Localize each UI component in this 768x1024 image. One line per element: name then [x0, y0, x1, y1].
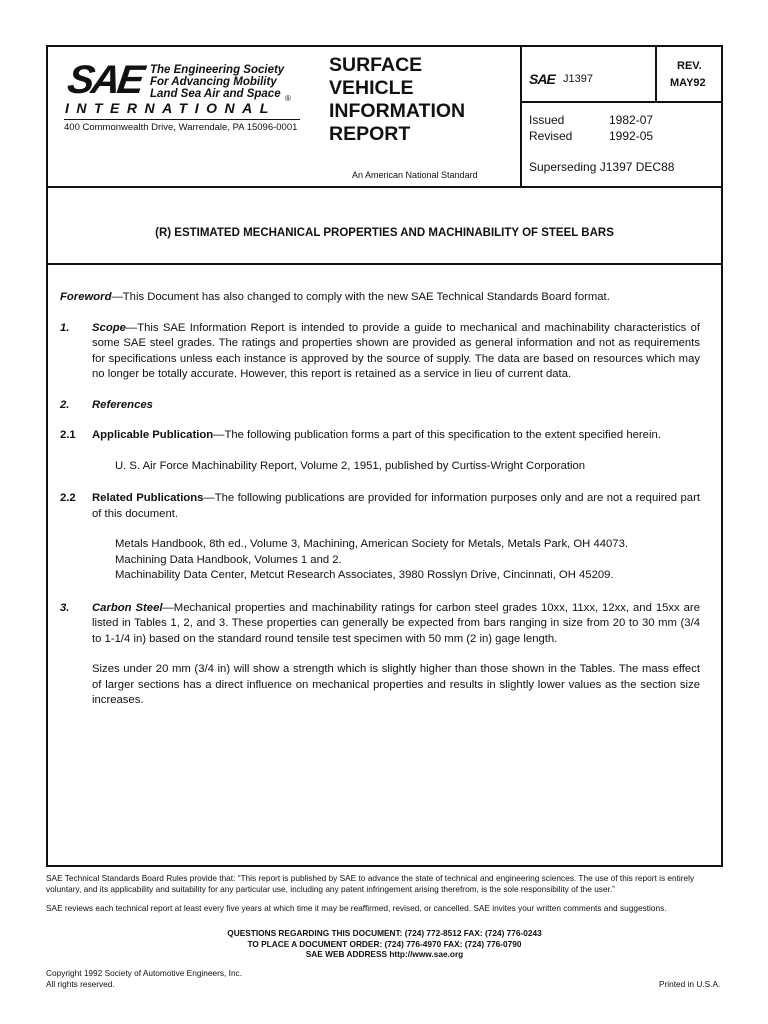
copyright-line-2: All rights reserved.: [46, 978, 115, 989]
tagline-line-3: Land Sea Air and Space: [150, 88, 281, 100]
printed-in: Printed in U.S.A.: [659, 979, 721, 989]
header-divider-right: [655, 45, 657, 102]
section-2-1-label: Applicable Publication: [92, 429, 214, 441]
address: 400 Commonwealth Drive, Warrendale, PA 15096-0001: [64, 122, 298, 133]
header-divider-left: [520, 45, 522, 187]
tagline-line-2: For Advancing Mobility: [150, 76, 277, 88]
reference-item: Machinability Data Center, Metcut Research Associates, 3980 Rosslyn Drive, Cincinnati, OH 45209.: [115, 569, 614, 581]
section-2-references: [60, 398, 700, 414]
issue-dates: [529, 112, 653, 144]
section-1-text: —This SAE Information Report is intended to provide a guide to mechanical and machinability characteristics of some SAE steel grades. The ratings and properties shown are provided as general information and not as requirements for specifications unless each instance is approved by the source of supply. The data are based on resources which may no longer be totally accurate. However, this report is retained as a service in lieu of current data.: [92, 321, 700, 380]
header-divider-mid: [520, 101, 723, 103]
copyright-line-1: Copyright 1992 Society of Automotive Engineers, Inc.: [46, 968, 243, 978]
footer-contact: [46, 928, 723, 960]
standard-note: An American National Standard: [352, 170, 478, 180]
title-bottom-rule: [46, 263, 723, 265]
doc-type-line-2: VEHICLE: [329, 77, 414, 99]
reference-item: Metals Handbook, 8th ed., Volume 3, Machining, American Society for Metals, Metals Park, OH 44073.: [115, 538, 629, 550]
logo-tagline: [150, 64, 284, 100]
section-3-text: —Mechanical properties and machinability ratings for carbon steel grades 10xx, 11xx, 12xx, and 15xx are listed in Tables 1, 2, and 3. These properties can generally be expected from bars ranging in size from 20 to 30 mm (3/4 to 1-1/4 in) based on the standard round tensile test specimen with 50 mm (2 in) gage length.: [92, 601, 700, 645]
issued-value: 1982-07: [609, 113, 654, 127]
international-wordmark: INTERNATIONAL: [65, 100, 276, 116]
rev-value: MAY92: [670, 77, 706, 89]
foreword-paragraph: [60, 290, 700, 306]
section-2-2-number: 2.2: [60, 492, 76, 504]
contact-web: SAE WEB ADDRESS http://www.sae.org: [305, 949, 464, 959]
document-type: [329, 54, 465, 146]
section-1-label: Scope: [92, 321, 126, 334]
foreword-text: —This Document has also changed to comply with the new SAE Technical Standards Board format.: [111, 291, 610, 303]
document-body: [60, 290, 700, 709]
address-rule: [64, 119, 300, 120]
issued-label: Issued: [529, 113, 565, 127]
section-2-1-number: 2.1: [60, 429, 76, 441]
section-3-label: Carbon Steel: [92, 601, 163, 614]
rev-label: REV.: [677, 60, 702, 72]
superseding-note: Superseding J1397 DEC88: [529, 160, 675, 174]
contact-order: TO PLACE A DOCUMENT ORDER: (724) 776-4970 FAX: (724) 776-0790: [247, 938, 522, 949]
doc-type-line-4: REPORT: [329, 123, 411, 145]
section-3-carbon-steel: [60, 601, 700, 648]
tagline-line-1: The Engineering Society: [150, 64, 285, 76]
section-2-2: [60, 491, 700, 522]
reference-item: U. S. Air Force Machinability Report, Volume 2, 1951, published by Curtiss-Wright Corporation: [115, 459, 586, 472]
foreword-label: Foreword: [60, 291, 112, 303]
document-number: J1397: [563, 73, 593, 85]
copyright: [46, 968, 242, 989]
section-2-1: [60, 428, 700, 444]
section-3-paragraph-2: Sizes under 20 mm (3/4 in) will show a strength which is slightly higher than those shown in the Tables. The mass effect of larger sections has a direct influence on mechanical properties and results in slightly lower values as the section size increases.: [92, 663, 700, 706]
section-2-2-text: —The following publications are provided for information purposes only and are not a required part of this document.: [92, 492, 700, 520]
revised-value: 1992-05: [609, 129, 654, 143]
disclaimer-review: SAE reviews each technical report at least every five years at which time it may be reaffirmed, revised, or cancelled. SAE invites your written comments and suggestions.: [46, 903, 667, 913]
sae-small-logo: SAE: [529, 71, 555, 87]
reference-item: Machining Data Handbook, Volumes 1 and 2.: [115, 553, 342, 566]
section-1-scope: [60, 321, 700, 383]
disclaimer-rules: SAE Technical Standards Board Rules provide that: “This report is published by SAE to advance the state of technical and engineering sciences. The use of this report is entirely voluntary, and its applicability and suitability for any particular use, including any patent infringement arising therefrom, is the sole responsibility of the user.”: [46, 873, 695, 894]
section-2-1-text: —The following publication forms a part of this specification to the extent specified herein.: [213, 429, 661, 441]
doc-type-line-3: INFORMATION: [329, 100, 466, 122]
registered-mark: ®: [285, 94, 291, 103]
sae-logo-block: [62, 58, 312, 138]
section-3-number: 3.: [60, 601, 70, 614]
sae-logo: SAE: [64, 58, 145, 102]
section-2-label: References: [92, 398, 153, 411]
document-title: (R) ESTIMATED MECHANICAL PROPERTIES AND MACHINABILITY OF STEEL BARS: [155, 227, 614, 239]
section-1-number: 1.: [60, 321, 70, 334]
header-bottom-rule: [46, 186, 723, 188]
footer-disclaimer: [46, 873, 726, 914]
contact-questions: QUESTIONS REGARDING THIS DOCUMENT: (724) 772-8512 FAX: (724) 776-0243: [227, 928, 542, 938]
revised-label: Revised: [529, 129, 573, 143]
doc-type-line-1: SURFACE: [329, 54, 423, 76]
section-2-number: 2.: [60, 398, 70, 411]
section-2-2-label: Related Publications: [92, 492, 204, 504]
